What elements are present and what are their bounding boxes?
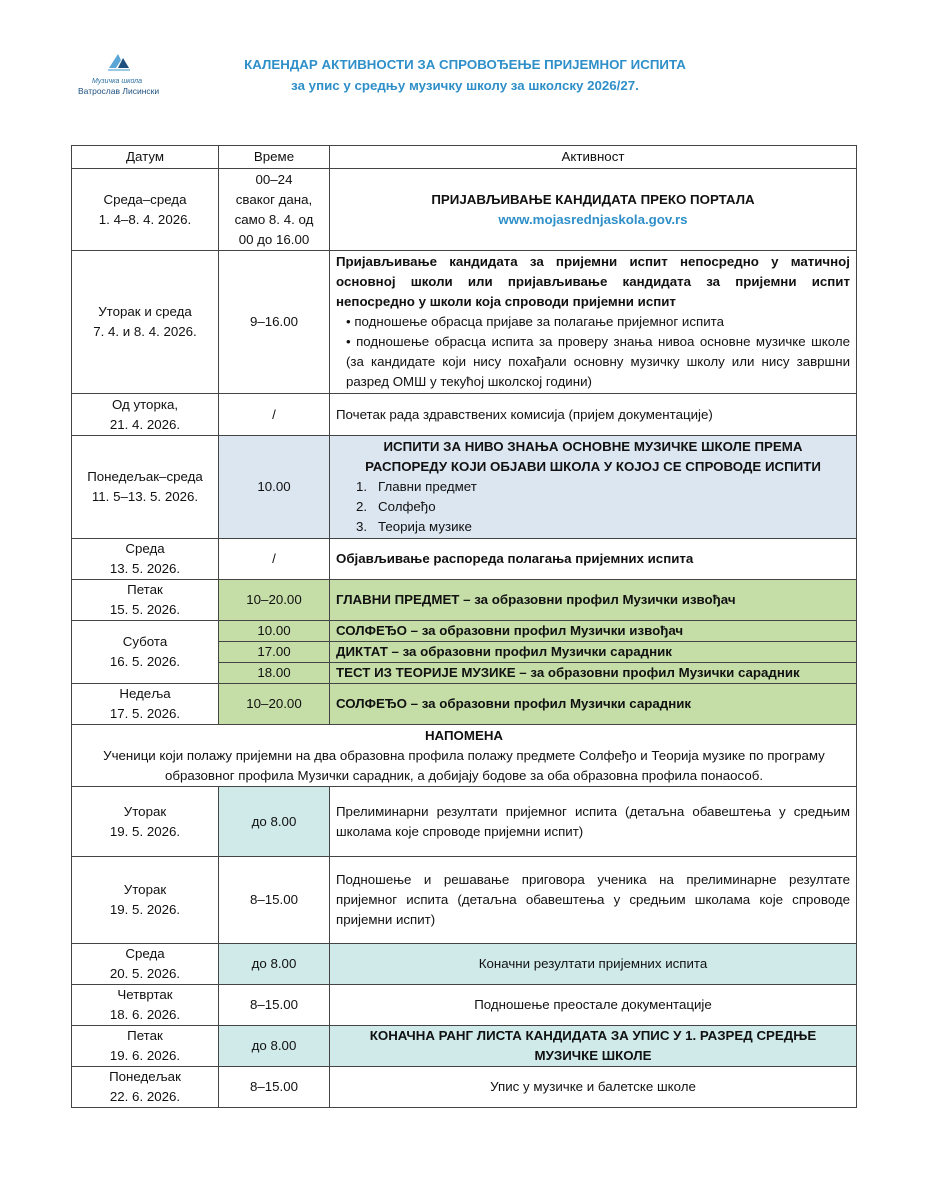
time-cell: 18.00 [219,663,330,684]
date-cell [72,394,219,436]
activity-cell: Објављивање распореда полагања пријемних испита [330,539,857,580]
table-row [72,1067,857,1108]
time-cell: 17.00 [219,642,330,663]
time-cell: 10–20.00 [219,580,330,621]
activity-title: Пријављивање кандидата за пријемни испит непосредно у матичној основној школи или пријављивање кандидата за пријемни испит непосредно у школи која спроводи пријемни испит [336,254,850,309]
time-cell: 10–20.00 [219,684,330,725]
activity-cell: ГЛАВНИ ПРЕДМЕТ – за образовни профил Музички извођач [330,580,857,621]
time-cell: 8–15.00 [219,857,330,944]
note-title: НАПОМЕНА [424,727,504,743]
date-line: Од уторка, [111,396,179,412]
time-cell: 8–15.00 [219,985,330,1026]
activity-cell: Упис у музичке и балетске школе [330,1067,857,1108]
list-text: Теорија музике [378,519,472,534]
logo-text-line2: Ватрослав Лисински [78,86,160,96]
table-row [72,621,857,642]
note-cell [72,725,857,787]
activity-cell: СОЛФЕЂО – за образовни профил Музички извођач [330,621,857,642]
time-line: сваког дана, [235,191,313,207]
date-cell [72,684,219,725]
activity-cell [330,251,857,394]
title-line: КАЛЕНДАР АКТИВНОСТИ ЗА СПРОВОЂЕЊЕ ПРИЈЕМНОГ ИСПИТА [244,57,686,72]
time-cell: 8–15.00 [219,1067,330,1108]
schedule-table [71,145,857,1108]
list-number: 2. [356,499,368,514]
date-line: 16. 5. 2026. [109,654,181,669]
table-row [72,684,857,725]
date-cell [72,251,219,394]
table-row [72,985,857,1026]
date-cell [72,857,219,944]
date-line: 19. 6. 2026. [109,1048,181,1063]
activity-title: РАСПОРЕДУ КОЈИ ОБЈАВИ ШКОЛА У КОЈОЈ СЕ СПРОВОДЕ ИСПИТИ [365,459,821,474]
activity-cell [330,436,857,539]
table-row [72,787,857,857]
date-cell [72,436,219,539]
document-title [200,54,730,96]
time-cell: до 8.00 [219,944,330,985]
portal-link[interactable]: www.mojasrednjaskola.gov.rs [498,211,688,227]
activity-cell: ТЕСТ ИЗ ТЕОРИЈЕ МУЗИКЕ – за образовни профил Музички сарадник [330,663,857,684]
list-item [336,497,850,517]
date-cell [72,1067,219,1108]
date-cell [72,621,219,684]
time-cell: 9–16.00 [219,251,330,394]
date-line: 13. 5. 2026. [109,561,181,576]
activity-cell [330,169,857,251]
activity-cell: ДИКТАТ – за образовни профил Музички сарадник [330,642,857,663]
date-cell [72,985,219,1026]
note-text: Ученици који полажу пријемни на два образовна профила полажу предмете Солфеђо и Теорија музике по програму образовног профила Музички сарадник, а добијају бодове за оба образовна профила понаособ. [103,747,825,783]
date-cell [72,539,219,580]
activity-line: КОНАЧНА РАНГ ЛИСТА КАНДИДАТА ЗА УПИС У 1. РАЗРЕД СРЕДЊЕ [369,1028,817,1043]
date-line: 19. 5. 2026. [109,823,181,839]
time-cell: до 8.00 [219,1026,330,1067]
column-header-date: Датум [72,146,219,169]
date-line: 20. 5. 2026. [109,966,181,981]
date-line: Понедељак [109,1069,181,1084]
date-cell [72,169,219,251]
bullet-item: • подношење обрасца пријаве за полагање пријемног испита [346,314,724,329]
date-cell [72,1026,219,1067]
date-line: Петак [127,1028,163,1043]
table-row [72,857,857,944]
date-line: 18. 6. 2026. [109,1007,181,1022]
list-item [336,477,850,497]
date-cell [72,580,219,621]
activity-cell [330,1026,857,1067]
date-line: 17. 5. 2026. [109,706,181,721]
activity-cell: Прелиминарни резултати пријемног испита (детаљна обавештења у средњим школама које спроводе пријемни испит) [330,787,857,857]
time-cell [219,169,330,251]
date-line: Четвртак [117,987,173,1002]
column-header-activity: Активност [330,146,857,169]
bullet-item: • подношење обрасца испита за проверу знања нивоа основне музичке школе (за кандидате који нису похађали основну музичку школу или нису завршни разред ОМШ у текућој школској години) [346,334,850,389]
date-line: 11. 5–13. 5. 2026. [91,489,199,504]
activity-cell: Подношење и решавање приговора ученика на прелиминарне резултате пријемног испита (детаљна обавештења у средњим школама које спроводе пријемни испит) [330,857,857,944]
list-text: Солфеђо [378,499,436,514]
table-row [72,580,857,621]
activity-line: МУЗИЧКЕ ШКОЛЕ [534,1048,652,1063]
date-line: Уторак [123,882,167,897]
activity-cell: Подношење преостале документације [330,985,857,1026]
subtitle-line: за упис у средњу музичку школу за школску 2026/27. [291,78,639,93]
school-logo [78,52,168,96]
date-line: Среда–среда [103,191,187,207]
table-row [72,539,857,580]
time-cell: 10.00 [219,621,330,642]
time-line: само 8. 4. од [234,211,314,227]
date-line: 7. 4. и 8. 4. 2026. [93,324,197,339]
date-line: Среда [125,541,165,556]
date-line: Уторак [123,803,167,819]
date-line: 19. 5. 2026. [109,902,181,917]
list-text: Главни предмет [378,479,477,494]
activity-title: ПРИЈАВЉИВАЊЕ КАНДИДАТА ПРЕКО ПОРТАЛА [431,191,755,207]
date-line: Петак [127,582,163,597]
table-row [72,394,857,436]
time-line: 00 до 16.00 [238,231,310,247]
note-row [72,725,857,787]
table-row [72,436,857,539]
date-cell [72,944,219,985]
activity-title: ИСПИТИ ЗА НИВО ЗНАЊА ОСНОВНЕ МУЗИЧКЕ ШКОЛЕ ПРЕМА [383,439,803,454]
date-line: 21. 4. 2026. [109,416,181,432]
date-line: Уторак и среда [98,304,192,319]
date-line: Среда [125,946,165,961]
list-item [336,517,850,537]
time-line: 00–24 [255,171,293,187]
date-cell [72,787,219,857]
activity-cell: Коначни резултати пријемних испита [330,944,857,985]
school-logo-icon [106,52,132,72]
table-row [72,944,857,985]
table-row [72,251,857,394]
activity-cell: СОЛФЕЂО – за образовни профил Музички сарадник [330,684,857,725]
list-number: 3. [356,519,368,534]
date-line: Понедељак–среда [87,469,203,484]
date-line: Недеља [119,686,171,701]
time-cell: до 8.00 [219,787,330,857]
date-line: 1. 4–8. 4. 2026. [98,211,192,227]
date-line: 22. 6. 2026. [109,1089,181,1104]
time-cell: 10.00 [219,436,330,539]
table-row [72,1026,857,1067]
logo-text-line1: Музичка школа [92,78,143,85]
time-cell: / [219,394,330,436]
activity-cell: Почетак рада здравствених комисија (пријем документације) [330,394,857,436]
time-cell: / [219,539,330,580]
column-header-time: Време [219,146,330,169]
date-line: 15. 5. 2026. [109,602,181,617]
table-header-row [72,146,857,169]
date-line: Субота [122,634,168,649]
table-row [72,169,857,251]
list-number: 1. [356,479,368,494]
